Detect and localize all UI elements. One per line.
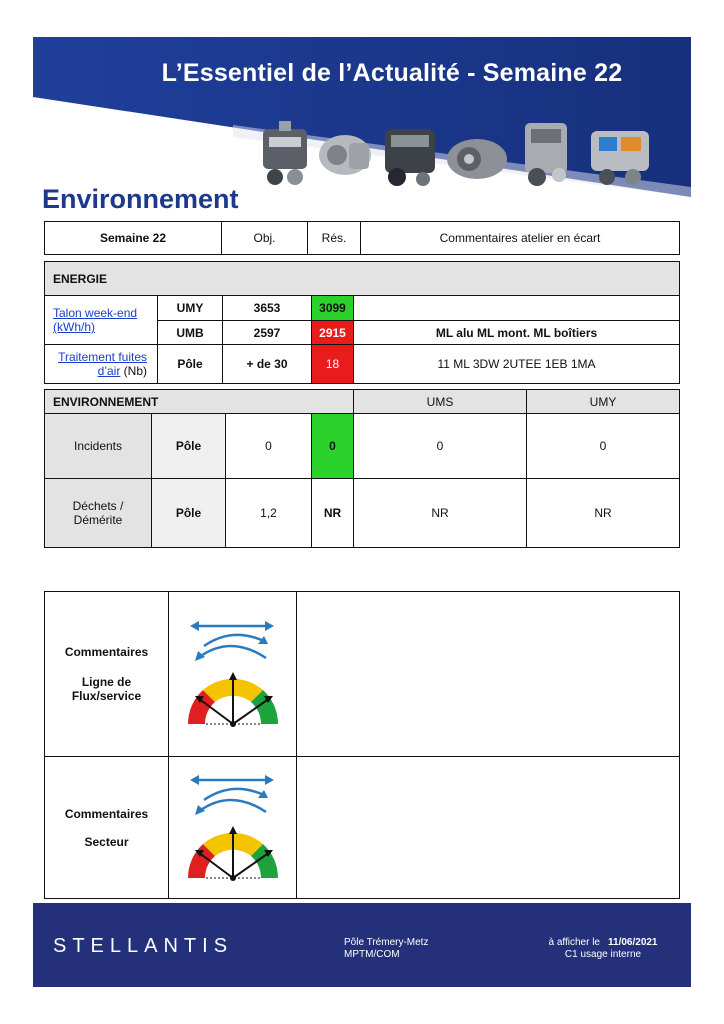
comments-ligne-text-area[interactable] (296, 591, 680, 757)
table-header-comments: Commentaires atelier en écart (360, 221, 680, 255)
dechets-label (44, 478, 152, 548)
footer-display-label: à afficher le (548, 937, 600, 948)
engine-image-3 (379, 119, 441, 189)
energie-row-2-unit: UMB (157, 320, 223, 345)
environnement-col-ums: UMS (353, 389, 527, 414)
fuites-label-line2[interactable]: d’air (97, 364, 121, 378)
incidents-umy: 0 (526, 413, 680, 479)
comments-secteur-text-area[interactable] (296, 756, 680, 899)
dechets-res: NR (311, 478, 354, 548)
fuites-label-cell (44, 344, 158, 384)
dechets-unit: Pôle (151, 478, 226, 548)
dechets-umy: NR (526, 478, 680, 548)
engine-image-5 (515, 117, 577, 189)
fuites-res: 18 (311, 344, 354, 384)
footer-dept: MPTM/COM (344, 949, 400, 960)
banner-title: L’Essentiel de l’Actualité - Semaine 22 (161, 59, 623, 87)
table-header-res: Rés. (307, 221, 361, 255)
comments-ligne-title: Commentaires (64, 645, 149, 659)
energie-row-2-obj: 2597 (222, 320, 312, 345)
stellantis-logo: STELLANTIS (53, 935, 234, 957)
footer-classification: C1 usage interne (564, 949, 642, 960)
table-header-week: Semaine 22 (44, 221, 222, 255)
energie-row-2-comment: ML alu ML mont. ML boîtiers (353, 320, 680, 345)
comments-secteur-label (44, 756, 169, 899)
engine-image-1 (255, 119, 315, 189)
section-title: Environnement (42, 184, 239, 214)
comments-secteur-title: Commentaires (64, 806, 149, 821)
fuites-label-line1[interactable]: Traitement fuites (58, 350, 147, 364)
energie-section-header: ENERGIE (44, 261, 680, 296)
comments-ligne-label (44, 591, 169, 757)
footer-site: Pôle Trémery-Metz (344, 937, 429, 948)
footer-display-info (538, 937, 668, 961)
talon-unit[interactable]: (kWh/h) (53, 320, 95, 334)
energie-row-1-unit: UMY (157, 295, 223, 321)
footer-date: 11/06/2021 (608, 937, 658, 948)
incidents-label: Incidents (44, 413, 152, 479)
environnement-section-header: ENVIRONNEMENT (44, 389, 354, 414)
gauge-icon (178, 614, 288, 734)
incidents-ums: 0 (353, 413, 527, 479)
fuites-obj: + de 30 (222, 344, 312, 384)
comments-ligne-subtitle-1: Ligne de (81, 675, 132, 689)
dechets-ums: NR (353, 478, 527, 548)
engine-image-2 (315, 125, 375, 187)
fuites-comment: 11 ML 3DW 2UTEE 1EB 1MA (353, 344, 680, 384)
dechets-label-line2: Démérite (73, 513, 123, 527)
comments-secteur-subtitle: Secteur (84, 834, 129, 849)
footer-site-info (344, 937, 428, 961)
engine-image-6 (585, 119, 655, 189)
environnement-col-umy: UMY (526, 389, 680, 414)
incidents-res: 0 (311, 413, 354, 479)
incidents-unit: Pôle (151, 413, 226, 479)
dechets-label-line1: Déchets / (72, 499, 124, 513)
table-header-obj: Obj. (221, 221, 308, 255)
fuites-unit-cell: Pôle (157, 344, 223, 384)
comments-ligne-gauge-cell (168, 591, 297, 757)
engine-image-4 (445, 129, 509, 187)
energie-row-1-comment (353, 295, 680, 321)
fuites-unit: (Nb) (120, 364, 147, 378)
talon-label-cell (44, 295, 158, 345)
energie-row-2-res: 2915 (311, 320, 354, 345)
incidents-obj: 0 (225, 413, 312, 479)
dechets-obj: 1,2 (225, 478, 312, 548)
energie-row-1-obj: 3653 (222, 295, 312, 321)
comments-secteur-gauge-cell (168, 756, 297, 899)
comments-ligne-subtitle-2: Flux/service (71, 689, 142, 703)
footer (33, 903, 691, 987)
header-banner (33, 37, 691, 197)
talon-label[interactable]: Talon week-end (53, 306, 138, 320)
energie-row-1-res: 3099 (311, 295, 354, 321)
gauge-icon (178, 768, 288, 888)
